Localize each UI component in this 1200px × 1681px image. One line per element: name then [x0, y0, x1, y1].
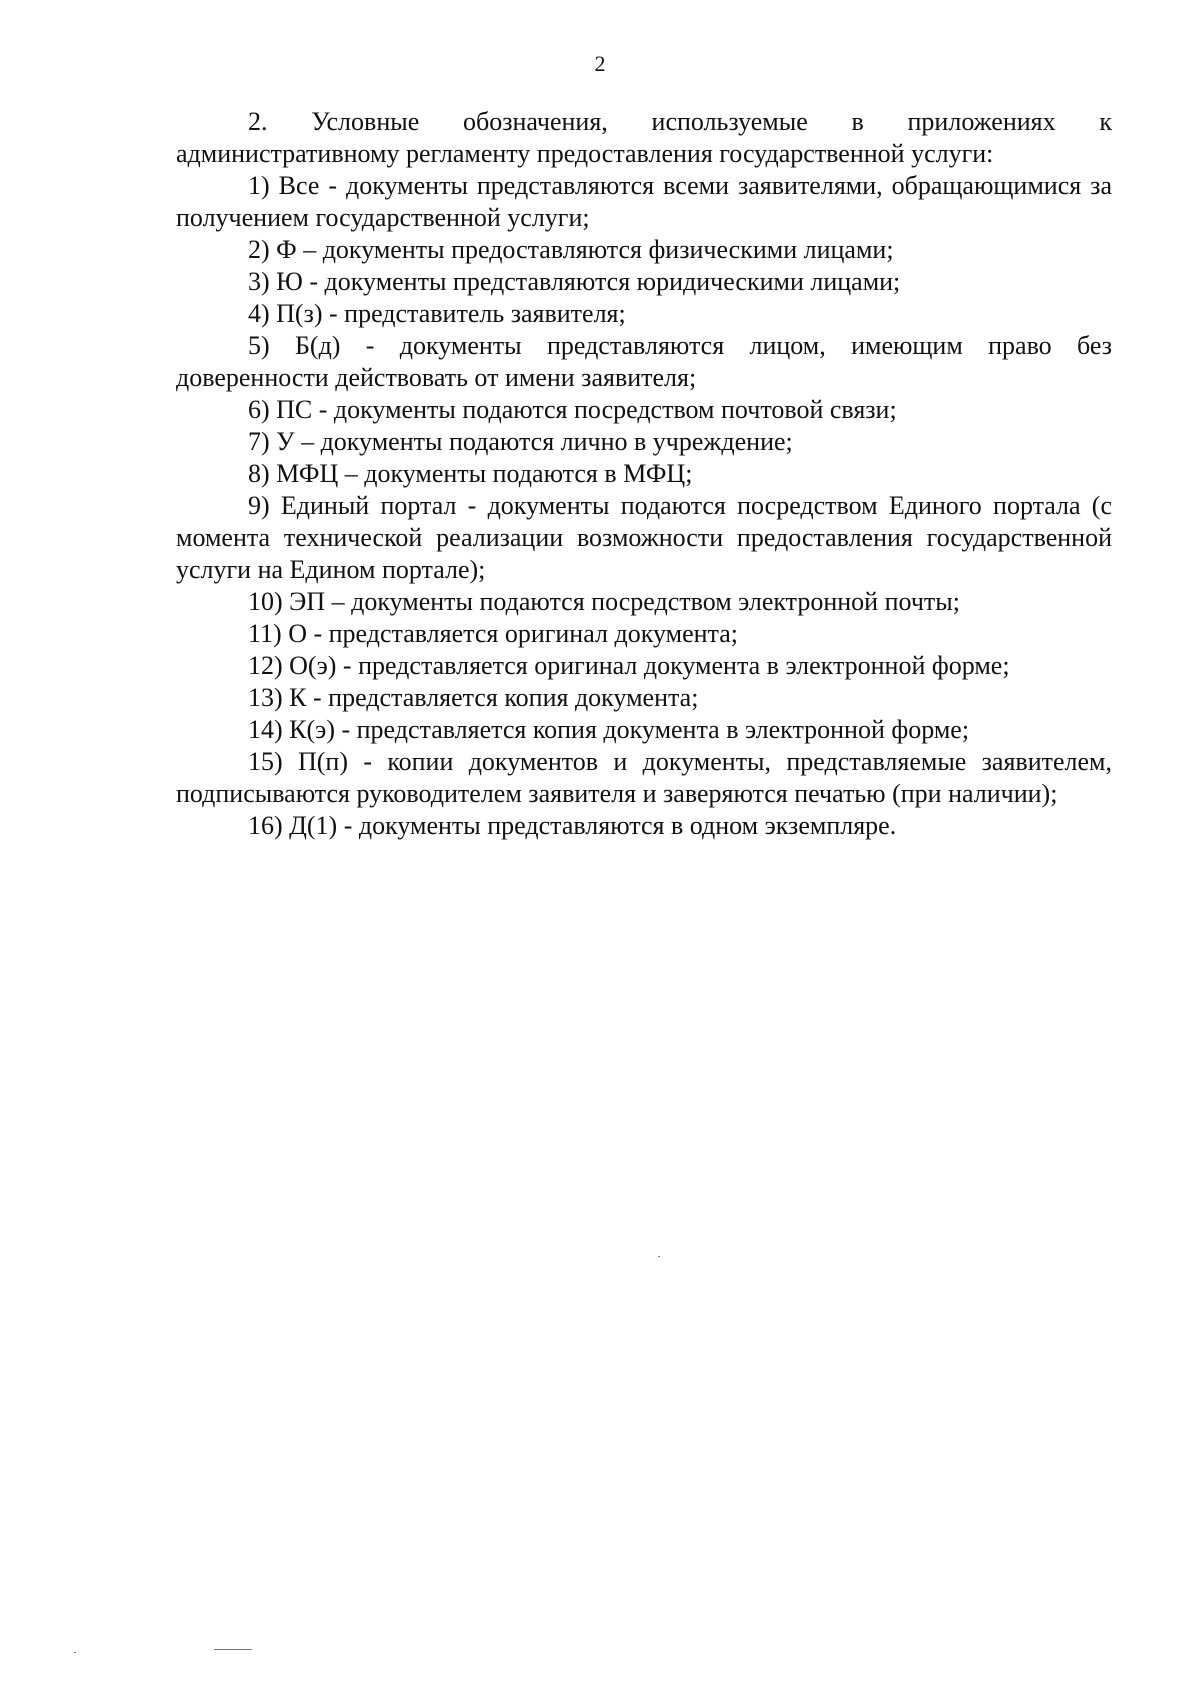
list-item-10: 10) ЭП – документы подаются посредством электронной почты; [248, 587, 960, 616]
document-body [176, 106, 1112, 842]
list-item-6: 6) ПС - документы подаются посредством почтовой связи; [248, 395, 897, 424]
list-item-12: 12) О(э) - представляется оригинал документа в электронной форме; [248, 651, 1010, 680]
list-item-15: 15) П(п) - копии документов и документы, представляемые заявителем, подписываются руководителем заявителя и заверяются печатью (при наличии); [176, 747, 1112, 808]
list-item-5: 5) Б(д) - документы представляются лицом, имеющим право без доверенности действовать от имени заявителя; [176, 331, 1112, 392]
list-item-1: 1) Все - документы представляются всеми заявителями, обращающимися за получением государственной услуги; [176, 171, 1112, 232]
list-item-7: 7) У – документы подаются лично в учреждение; [248, 427, 793, 456]
scan-artifact-dot [658, 1256, 660, 1257]
list-item-8: 8) МФЦ – документы подаются в МФЦ; [248, 459, 693, 488]
list-item-11: 11) О - представляется оригинал документа; [248, 619, 738, 648]
list-item-9: 9) Единый портал - документы подаются посредством Единого портала (с момента технической реализации возможности предоставления государственной услуги на Едином портале); [176, 491, 1112, 584]
page-number: 2 [594, 51, 606, 76]
list-item-14: 14) К(э) - представляется копия документа в электронной форме; [248, 715, 970, 744]
paragraph-intro: 2. Условные обозначения, используемые в приложениях к административному регламенту предоставления государственной услуги: [176, 107, 1112, 168]
scan-artifact-dash [214, 1649, 252, 1650]
list-item-3: 3) Ю - документы представляются юридическими лицами; [248, 267, 901, 296]
list-item-16: 16) Д(1) - документы представляются в одном экземпляре. [248, 811, 897, 840]
list-item-2: 2) Ф – документы предоставляются физическими лицами; [248, 235, 894, 264]
list-item-13: 13) К - представляется копия документа; [248, 683, 699, 712]
scan-artifact-dot [74, 1652, 76, 1653]
list-item-4: 4) П(з) - представитель заявителя; [248, 299, 626, 328]
